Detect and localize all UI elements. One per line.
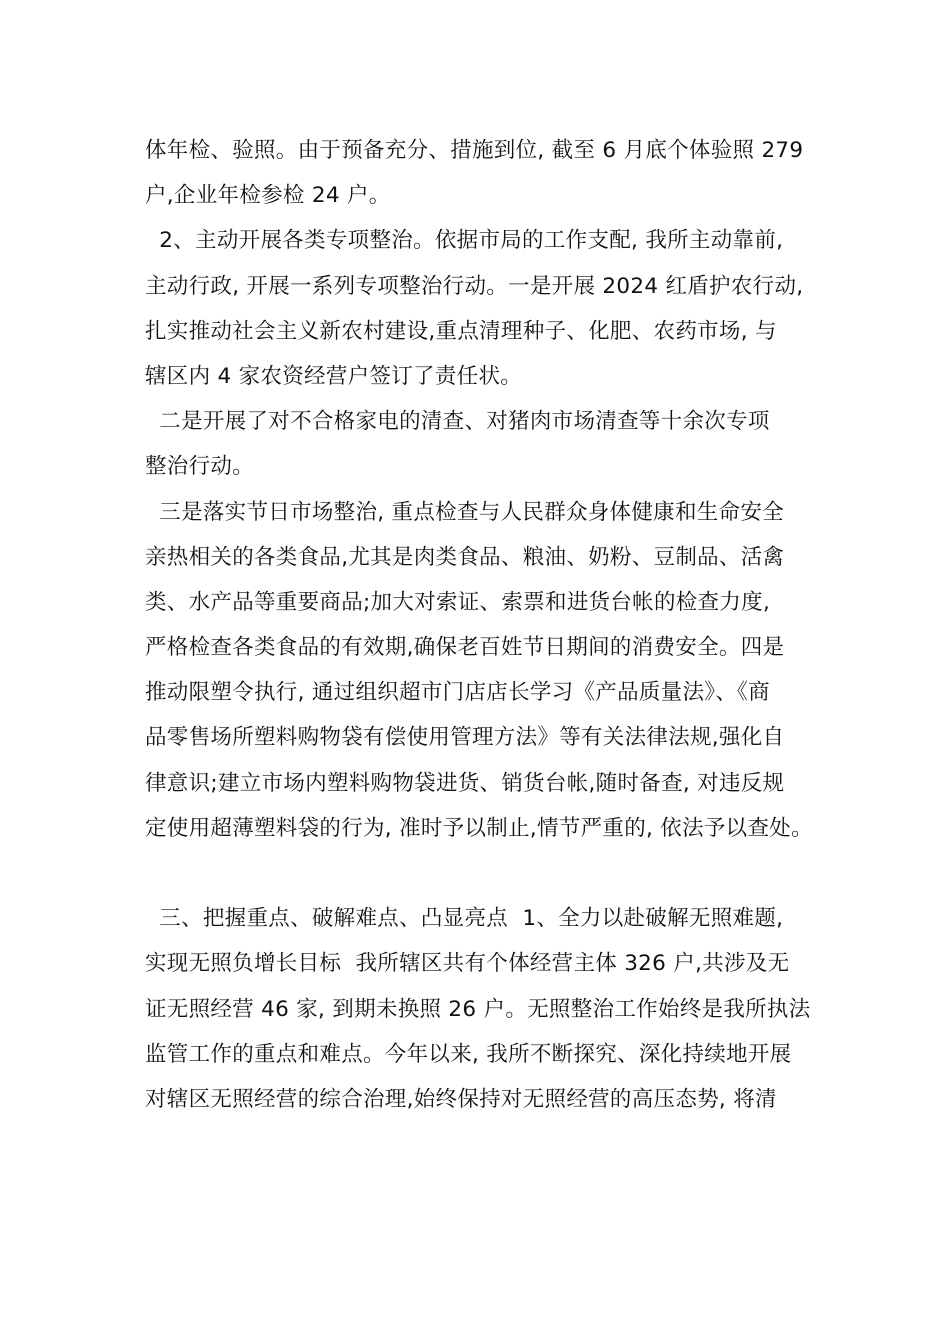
text-line: 亲热相关的各类食品,尤其是肉类食品、粮油、奶粉、豆制品、活禽	[145, 544, 785, 570]
text-line: 证无照经营 46 家, 到期未换照 26 户。无照整治工作始终是我所执法	[145, 996, 811, 1022]
text-line: 三、把握重点、破解难点、凸显亮点 1、全力以赴破解无照难题,	[145, 906, 784, 932]
text-line: 类、水产品等重要商品;加大对索证、索票和进货台帐的检查力度,	[145, 589, 771, 615]
text-line: 户,企业年检参检 24 户。	[145, 183, 391, 209]
text-line: 主动行政, 开展一系列专项整治行动。一是开展 2024 红盾护农行动,	[145, 273, 804, 299]
text-line: 二是开展了对不合格家电的清查、对猪肉市场清查等十余次专项	[145, 409, 770, 435]
text-line: 对辖区无照经营的综合治理,始终保持对无照经营的高压态势, 将清	[145, 1086, 777, 1112]
text-line: 监管工作的重点和难点。今年以来, 我所不断探究、深化持续地开展	[145, 1041, 792, 1067]
document-body	[145, 128, 825, 1122]
text-line: 定使用超薄塑料袋的行为, 准时予以制止,情节严重的, 依法予以查处。	[145, 815, 813, 841]
text-line: 体年检、验照。由于预备充分、措施到位, 截至 6 月底个体验照 279	[145, 138, 804, 163]
text-line: 2、主动开展各类专项整治。依据市局的工作支配, 我所主动靠前,	[145, 228, 784, 254]
text-line: 扎实推动社会主义新农村建设,重点清理种子、化肥、农药市场, 与	[145, 318, 777, 344]
text-line: 严格检查各类食品的有效期,确保老百姓节日期间的消费安全。四是	[145, 635, 785, 661]
text-line: 整治行动。	[145, 454, 255, 480]
text-line: 三是落实节日市场整治, 重点检查与人民群众身体健康和生命安全	[145, 499, 784, 525]
text-line: 辖区内 4 家农资经营户签订了责任状。	[145, 363, 523, 389]
text-line: 推动限塑令执行, 通过组织超市门店店长学习《产品质量法》、《商	[145, 680, 770, 706]
text-line: 律意识;建立市场内塑料购物袋进货、销货台帐,随时备查, 对违反规	[145, 770, 785, 796]
text-line: 实现无照负增长目标 我所辖区共有个体经营主体 326 户,共涉及无	[145, 951, 790, 977]
text-line: 品零售场所塑料购物袋有偿使用管理方法》等有关法律法规,强化自	[145, 725, 785, 751]
paragraph-gap	[145, 851, 825, 896]
